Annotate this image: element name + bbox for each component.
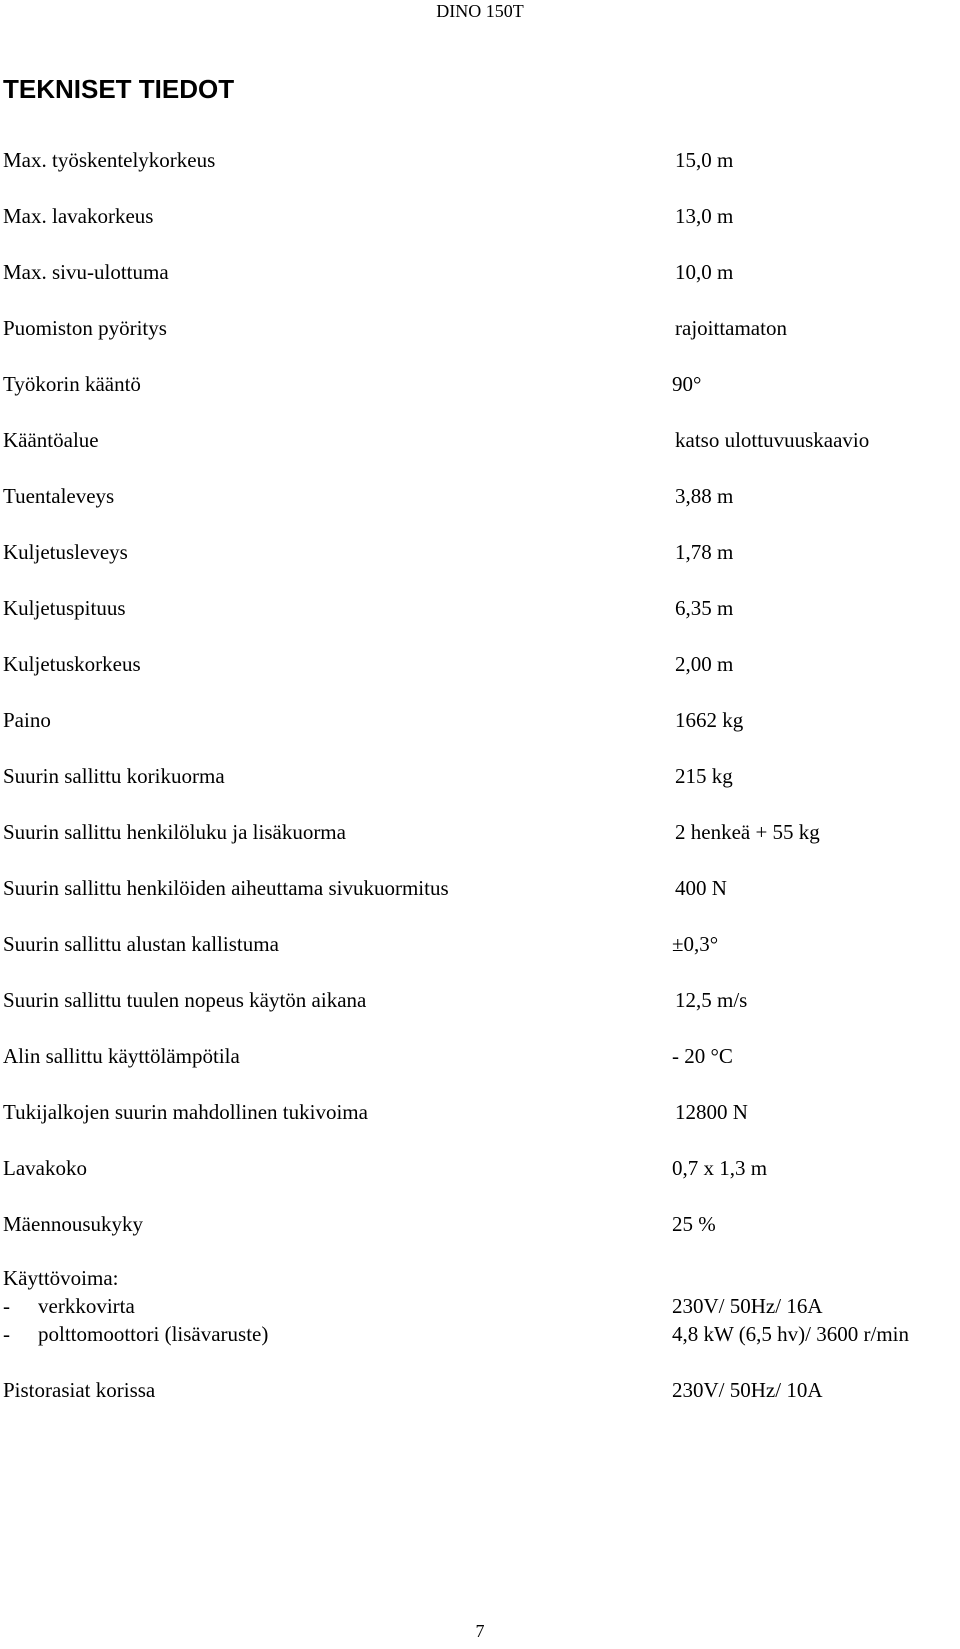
spec-label: Suurin sallittu korikuorma	[3, 764, 225, 788]
spec-value: 25 %	[672, 1212, 716, 1236]
spec-label: Lavakoko	[3, 1156, 87, 1180]
spec-label: Tukijalkojen suurin mahdollinen tukivoima	[3, 1100, 368, 1124]
spec-value: 13,0 m	[675, 204, 734, 228]
power-item-label	[3, 1320, 268, 1348]
spec-row	[0, 762, 960, 790]
spec-label: Kuljetusleveys	[3, 540, 128, 564]
spec-value: katso ulottuvuuskaavio	[675, 428, 870, 452]
spec-row	[0, 202, 960, 230]
spec-value: 12800 N	[675, 1100, 748, 1124]
power-item	[0, 1292, 960, 1320]
spec-row	[0, 818, 960, 846]
spec-value: ±0,3°	[672, 932, 719, 956]
power-item-value: 4,8 kW (6,5 hv)/ 3600 r/min	[672, 1322, 910, 1346]
spec-row	[0, 258, 960, 286]
spec-row	[0, 1210, 960, 1238]
spec-value: 15,0 m	[675, 148, 734, 172]
spec-label: Max. sivu-ulottuma	[3, 260, 169, 284]
spec-label: Kuljetuskorkeus	[3, 652, 141, 676]
spec-row	[0, 370, 960, 398]
spec-value: 0,7 x 1,3 m	[672, 1156, 768, 1180]
power-heading-row	[0, 1264, 960, 1292]
spec-row	[0, 1042, 960, 1070]
spec-row	[0, 706, 960, 734]
spec-row	[0, 986, 960, 1014]
spec-label: Kääntöalue	[3, 428, 99, 452]
spec-label: Työkorin kääntö	[3, 372, 141, 396]
power-item-value: 230V/ 50Hz/ 16A	[672, 1294, 823, 1318]
spec-label: Max. lavakorkeus	[3, 204, 154, 228]
sockets-value: 230V/ 50Hz/ 10A	[672, 1378, 823, 1402]
power-heading: Käyttövoima:	[3, 1266, 119, 1290]
spec-value: 2 henkeä + 55 kg	[675, 820, 820, 844]
spec-value: 1662 kg	[675, 708, 744, 732]
spec-label: Tuentaleveys	[3, 484, 115, 508]
spec-row	[0, 874, 960, 902]
spec-row	[0, 650, 960, 678]
spec-value: 1,78 m	[675, 540, 734, 564]
spec-label: Suurin sallittu alustan kallistuma	[3, 932, 279, 956]
spec-row	[0, 314, 960, 342]
spec-row	[0, 594, 960, 622]
spec-row	[0, 930, 960, 958]
spec-row	[0, 1098, 960, 1126]
spec-value: 3,88 m	[675, 484, 734, 508]
document-header: DINO 150T	[436, 1, 524, 21]
power-item-text: verkkovirta	[38, 1294, 135, 1318]
spec-value: rajoittamaton	[675, 316, 787, 340]
list-dash: -	[3, 1294, 10, 1318]
spec-label: Paino	[3, 708, 51, 732]
spec-label: Alin sallittu käyttölämpötila	[3, 1044, 240, 1068]
page-number: 7	[475, 1621, 485, 1641]
power-item-text: polttomoottori (lisävaruste)	[38, 1322, 269, 1346]
spec-label: Mäennousukyky	[3, 1212, 143, 1236]
spec-value: 90°	[672, 372, 702, 396]
spec-value: 2,00 m	[675, 652, 734, 676]
spec-label: Suurin sallittu tuulen nopeus käytön aikana	[3, 988, 367, 1012]
spec-value: 12,5 m/s	[675, 988, 748, 1012]
spec-value: 10,0 m	[675, 260, 734, 284]
spec-label: Suurin sallittu henkilöluku ja lisäkuorma	[3, 820, 346, 844]
power-item-label	[3, 1292, 135, 1320]
sockets-row	[0, 1376, 960, 1404]
spec-value: 400 N	[675, 876, 727, 900]
spec-label: Kuljetuspituus	[3, 596, 126, 620]
spec-value: - 20 °C	[672, 1044, 733, 1068]
spec-row	[0, 426, 960, 454]
spec-label: Puomiston pyöritys	[3, 316, 167, 340]
spec-row	[0, 538, 960, 566]
spec-value: 6,35 m	[675, 596, 734, 620]
page-title: TEKNISET TIEDOT	[3, 74, 235, 104]
spec-value: 215 kg	[675, 764, 733, 788]
power-item	[0, 1320, 960, 1348]
spec-row	[0, 482, 960, 510]
list-dash: -	[3, 1322, 10, 1346]
sockets-label: Pistorasiat korissa	[3, 1378, 156, 1402]
spec-label: Suurin sallittu henkilöiden aiheuttama sivukuormitus	[3, 876, 449, 900]
spec-row	[0, 1154, 960, 1182]
spec-label: Max. työskentelykorkeus	[3, 148, 216, 172]
spec-row	[0, 146, 960, 174]
